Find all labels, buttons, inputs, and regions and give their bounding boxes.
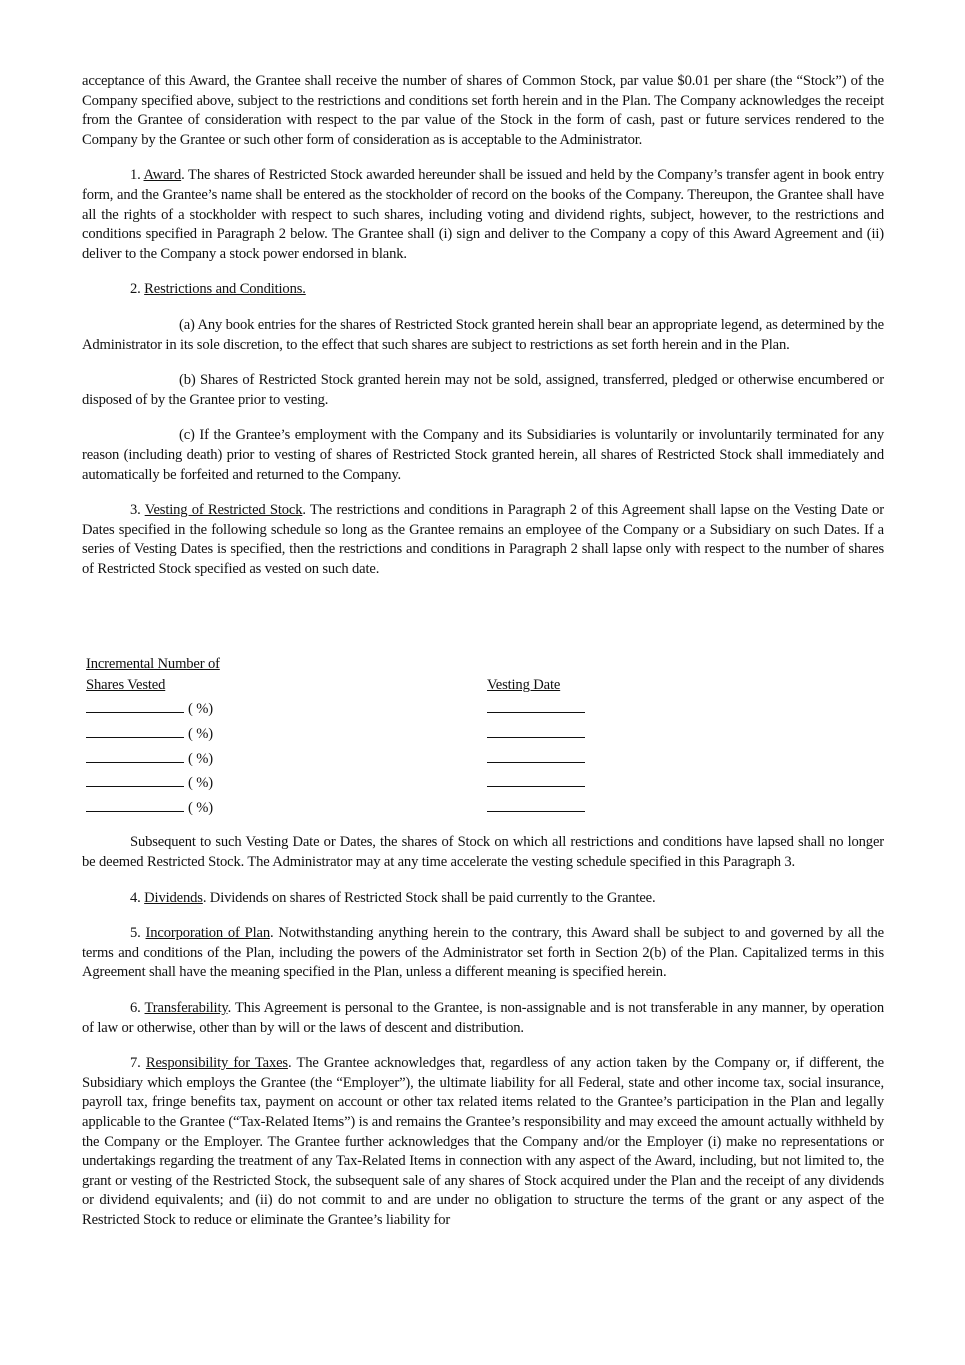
section-text: . The Grantee acknowledges that, regardless of any action taken by the Company or, if different, the Subsidiary which employs the Grantee (the “Employer”), the ultimate liability for all Federal, state and other income tax, social insurance, payroll tax, fringe benefits tax, payment on account or other tax related items related to the Grantee’s participation in the Plan and legally applicable to the Grantee (“Tax-Related Items”) is and remains the Grantee’s responsibility and may exceed the amount actually withheld by the Company or the Employer. The Grantee further acknowledges that the Company and/or the Employer (i) make no representations or undertakings regarding the treatment of any Tax-Related Items in connection with any aspect of the Award, including, but not limited to, the grant or vesting of the Restricted Stock, the subsequent sale of any shares of Stock acquired under the Plan and the receipt of any dividends or dividend equivalents; and (ii) do not commit to and are under no obligation to structure the terms of the grant or any aspect of the Restricted Stock to reduce or eliminate the Grantee’s liability for xyxy=(82,1055,884,1228)
shares-header-line-2: Shares Vested xyxy=(86,677,166,694)
date-blank-line[interactable] xyxy=(487,796,585,812)
section-heading: Award xyxy=(143,167,182,184)
section-number: 7. xyxy=(130,1055,146,1072)
section-text: . Dividends on shares of Restricted Stock shall be paid currently to the Grantee. xyxy=(202,889,656,906)
spacer xyxy=(82,595,884,654)
percent-label: ( %) xyxy=(188,775,213,792)
shares-vested-column xyxy=(86,654,220,820)
date-row xyxy=(487,722,585,747)
section-2a: (a) Any book entries for the shares of Restricted Stock granted herein shall bear an appropriate legend, as determined by the Administrator in its sole discretion, to the effect that such shares are subject to restrictions as set forth herein and in the Plan. xyxy=(82,316,884,353)
document-page xyxy=(82,72,884,1247)
section-number: 6. xyxy=(130,1000,145,1017)
shares-row xyxy=(86,771,220,796)
shares-row xyxy=(86,796,220,821)
section-2c: (c) If the Grantee’s employment with the Company and its Subsidiaries is voluntarily or involuntarily terminated for any reason (including death) prior to vesting of shares of Restricted Stock granted herein, all shares of Restricted Stock shall immediately and automatically be forfeited and returned to the Company. xyxy=(82,427,884,483)
shares-header-line-1: Incremental Number of xyxy=(86,656,220,673)
percent-label: ( %) xyxy=(188,750,213,767)
section-5-incorporation xyxy=(82,924,884,983)
date-blank-line[interactable] xyxy=(487,771,585,787)
section-text: . This Agreement is personal to the Grantee, is non-assignable and is not transferable in any manner, by operation of law or otherwise, other than by will or the laws of descent and distribution. xyxy=(82,1000,884,1036)
percent-label: ( %) xyxy=(188,701,213,718)
shares-blank-line[interactable] xyxy=(86,747,184,763)
section-number: 4. xyxy=(130,889,145,906)
section-2-restrictions xyxy=(82,280,884,300)
section-7-taxes xyxy=(82,1054,884,1230)
date-blank-line[interactable] xyxy=(487,722,585,738)
section-text: . Notwithstanding anything herein to the contrary, this Award shall be subject to and governed by all the terms and conditions of the Plan, including the powers of the Administrator set forth in Section 2(b) of the Plan. Capitalized terms in this Agreement shall have the meaning specified in the Plan, unless a different meaning is specified herein. xyxy=(82,925,884,981)
date-row xyxy=(487,697,585,722)
after-schedule-paragraph: Subsequent to such Vesting Date or Dates, the shares of Stock on which all restrictions and conditions have lapsed shall no longer be deemed Restricted Stock. The Administrator may at any time accelerate the vesting schedule specified in this Paragraph 3. xyxy=(82,834,884,871)
date-blank-line[interactable] xyxy=(487,747,585,763)
section-text: . The restrictions and conditions in Paragraph 2 of this Agreement shall lapse on the Vesting Date or Dates specified in the following schedule so long as the Grantee remains an employee of the Company or a Subsidiary on such Dates. If a series of Vesting Dates is specified, then the restrictions and conditions in Paragraph 2 shall lapse only with respect to the number of shares of Restricted Stock specified as vested on such date. xyxy=(82,502,884,577)
date-row xyxy=(487,747,585,772)
shares-row xyxy=(86,747,220,772)
section-heading: Dividends xyxy=(144,889,203,906)
section-heading: Vesting of Restricted Stock xyxy=(144,502,303,519)
section-2b: (b) Shares of Restricted Stock granted herein may not be sold, assigned, transferred, pledged or otherwise encumbered or disposed of by the Grantee prior to vesting. xyxy=(82,372,884,408)
section-number: 5. xyxy=(130,925,146,942)
date-row xyxy=(487,796,585,821)
shares-row xyxy=(86,697,220,722)
section-1-award xyxy=(82,166,884,264)
section-text: . The shares of Restricted Stock awarded hereunder shall be issued and held by the Company’s transfer agent in book entry form, and the Grantee’s name shall be entered as the stockholder of record on the books of the Company. Thereupon, the Grantee shall have all the rights of a stockholder with respect to such shares, including voting and dividend rights, subject, however, to the restrictions and conditions specified in Paragraph 2 below. The Grantee shall (i) sign and deliver to the Company a copy of this Award Agreement and (ii) deliver to the Company a stock power endorsed in blank. xyxy=(82,167,884,262)
intro-paragraph: acceptance of this Award, the Grantee shall receive the number of shares of Common Stock, par value $0.01 per share (the “Stock”) of the Company specified above, subject to the restrictions and conditions set forth herein and in the Plan. The Company acknowledges the receipt from the Grantee of consideration with respect to the par value of the Stock in the form of cash, past or future services rendered to the Company by the Grantee or such other form of consideration as is acceptable to the Administrator. xyxy=(82,73,884,148)
section-heading: Restrictions and Conditions. xyxy=(144,281,306,298)
section-3-vesting xyxy=(82,501,884,579)
section-heading: Incorporation of Plan xyxy=(145,925,271,942)
shares-blank-line[interactable] xyxy=(86,796,184,812)
vesting-date-header: Vesting Date xyxy=(487,677,561,694)
date-row xyxy=(487,771,585,796)
section-4-dividends xyxy=(82,889,884,909)
section-heading: Transferability xyxy=(144,1000,228,1017)
section-heading: Responsibility for Taxes xyxy=(145,1055,288,1072)
section-number: 3. xyxy=(130,502,145,519)
shares-blank-line[interactable] xyxy=(86,771,184,787)
percent-label: ( %) xyxy=(188,726,213,743)
date-blank-line[interactable] xyxy=(487,697,585,713)
percent-label: ( %) xyxy=(188,799,213,816)
shares-row xyxy=(86,722,220,747)
vesting-schedule xyxy=(82,654,884,814)
vesting-date-column xyxy=(487,675,585,820)
shares-blank-line[interactable] xyxy=(86,722,184,738)
section-6-transferability xyxy=(82,999,884,1038)
shares-blank-line[interactable] xyxy=(86,697,184,713)
section-number: 1. xyxy=(130,167,144,184)
section-number: 2. xyxy=(130,281,145,298)
